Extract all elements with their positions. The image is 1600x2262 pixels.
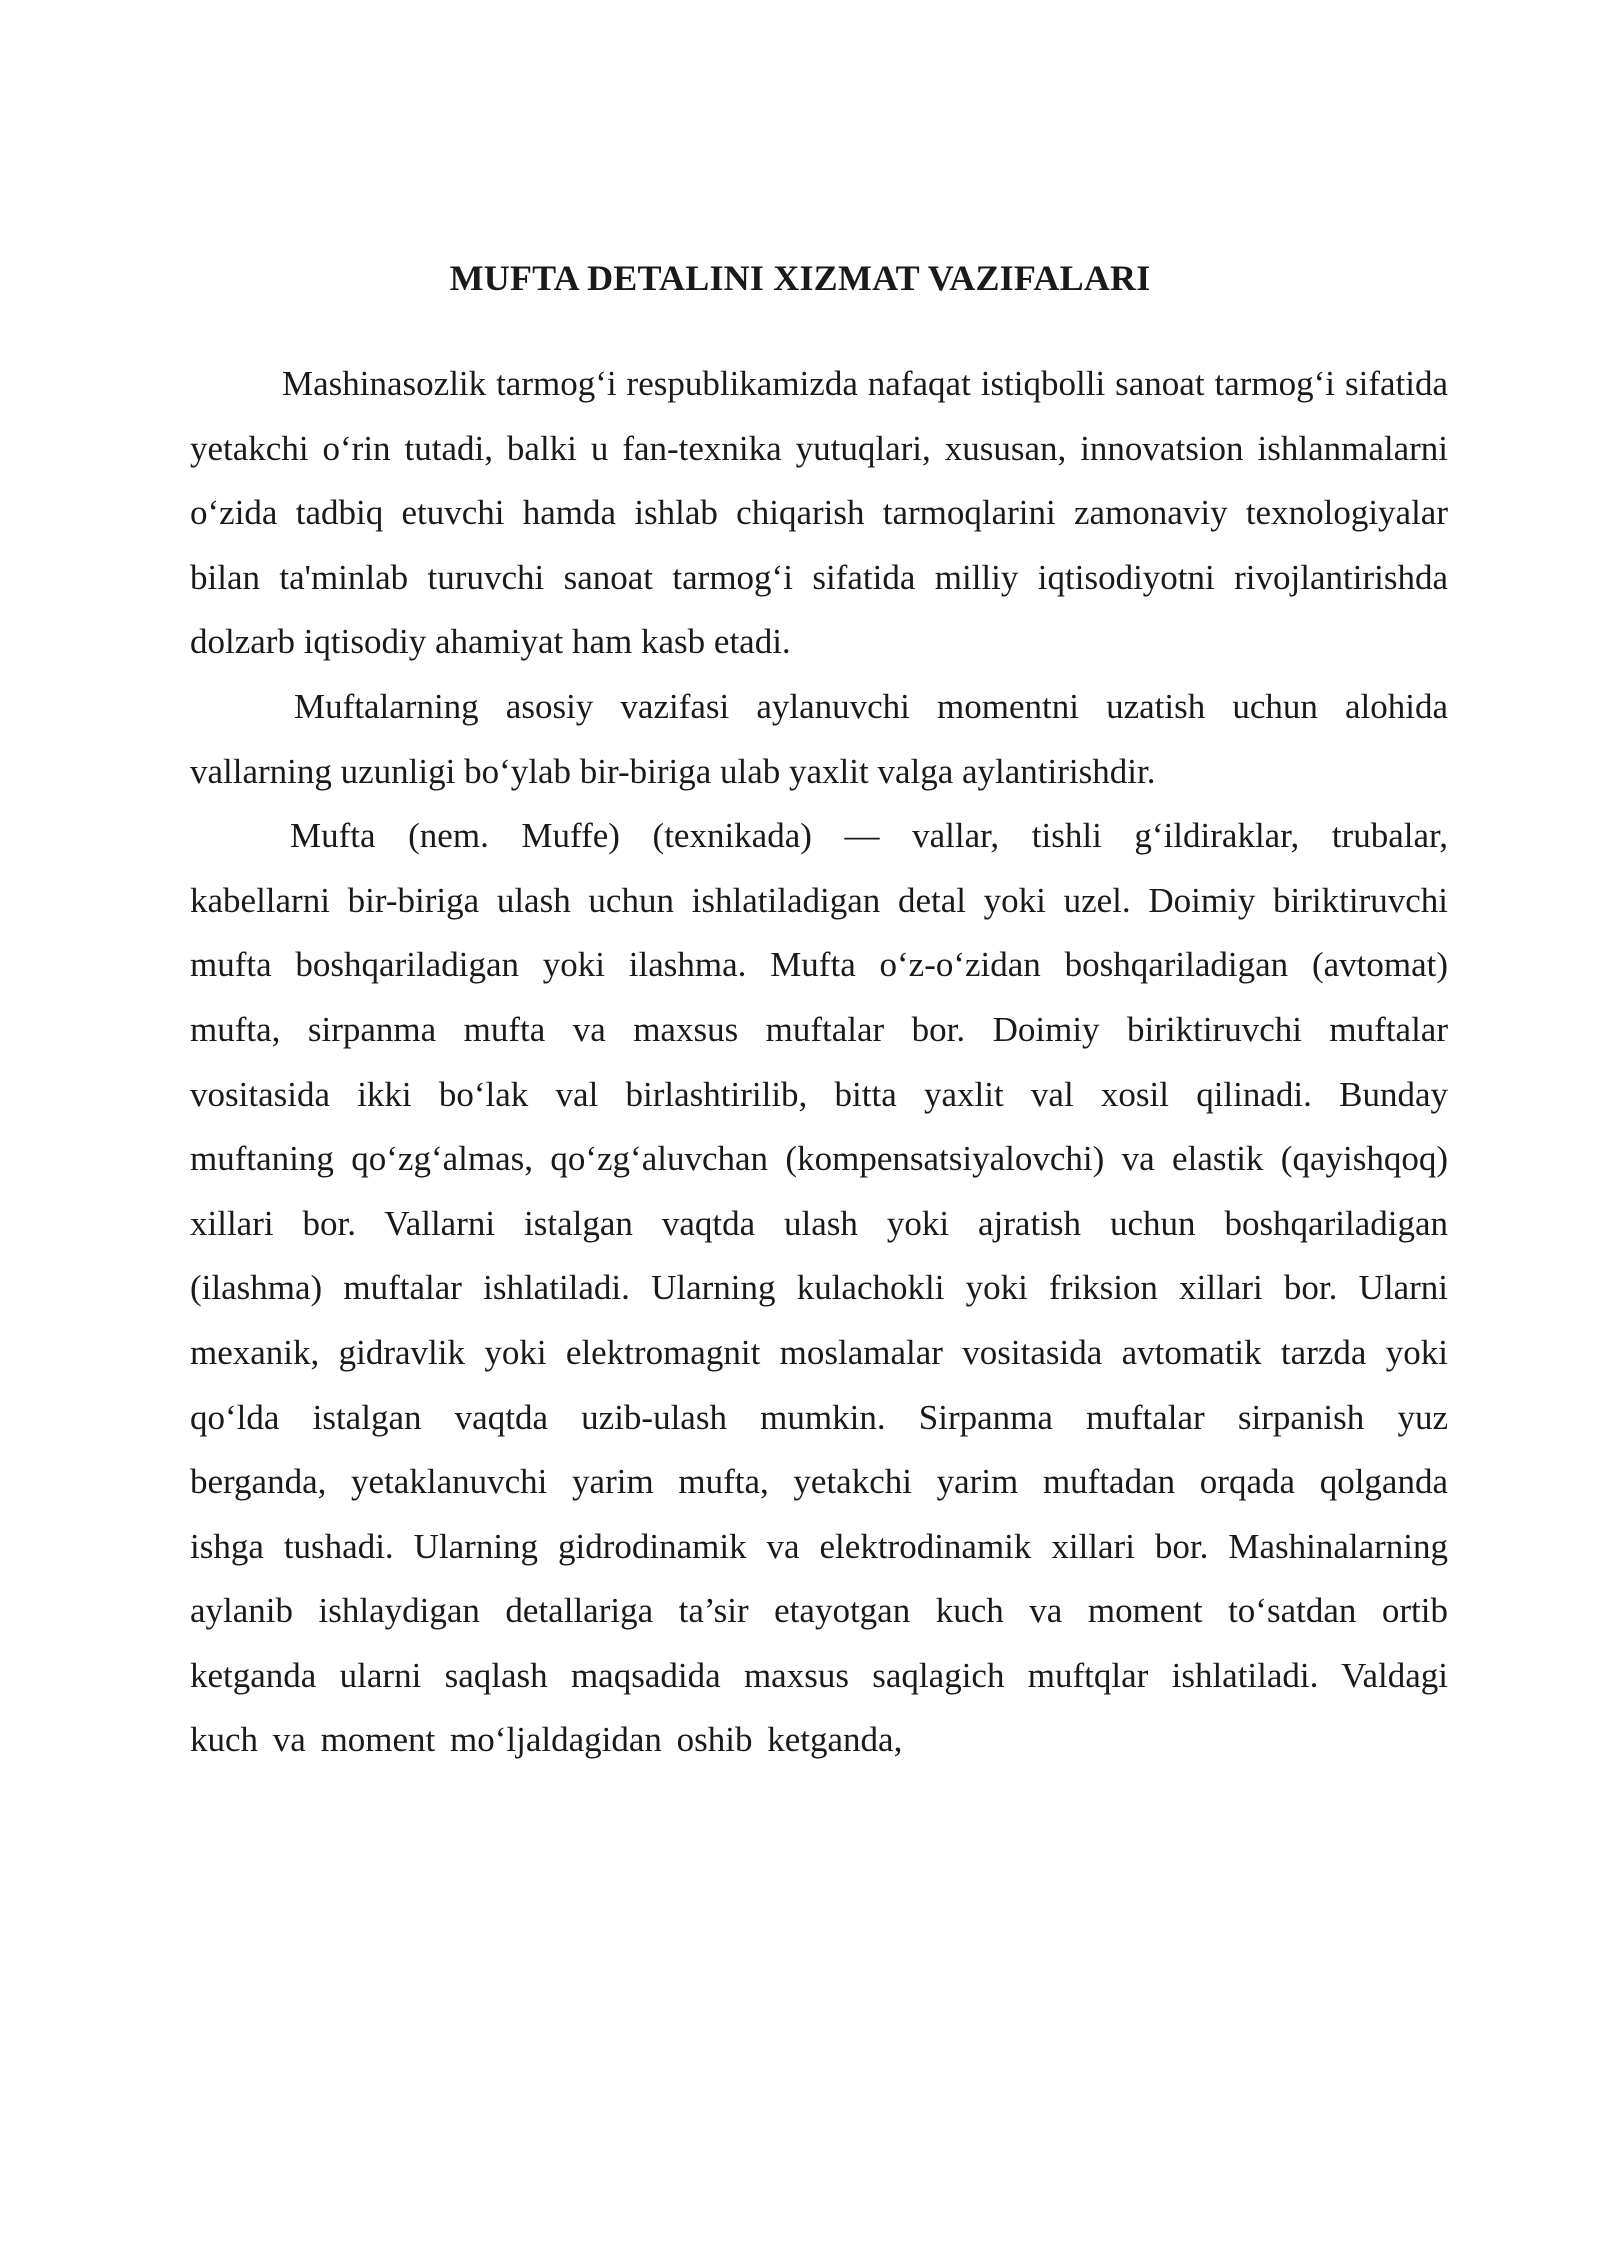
paragraph-mashinasozlik: Mashinasozlik tarmog‘i respublikamizda nafaqat istiqbolli sanoat tarmog‘i sifatida yetakchi o‘rin tutadi, balki u fan-texnika yutuqlari, xususan, innovatsion ishlanmalarni o‘zida tadbiq etuvchi hamda ishlab chiqarish tarmoqlarini zamonaviy texnologiyalar bilan ta'minlab turuvchi sanoat tarmog‘i sifatida milliy iqtisodiyotni rivojlantirishda dolzarb iqtisodiy ahamiyat ham kasb etadi.	[190, 364, 1448, 662]
document-body	[190, 352, 1448, 1773]
paragraph-muftalarning-vazifasi: Muftalarning asosiy vazifasi aylanuvchi momentni uzatish uchun alohida vallarning uzunligi bo‘ylab bir-biriga ulab yaxlit valga aylantirishdir.	[190, 686, 1448, 791]
document-title: MUFTA DETALINI XIZMAT VAZIFALARI	[449, 258, 1151, 299]
paragraph-mufta-definition: Mufta (nem. Muffe) (texnikada) — vallar, tishli g‘ildiraklar, trubalar, kabellarni bir-biriga ulash uchun ishlatiladigan detal yoki uzel. Doimiy biriktiruvchi mufta boshqariladigan yoki ilashma. Mufta o‘z-o‘zidan boshqariladigan (avtomat) mufta, sirpanma mufta va maxsus muftalar bor. Doimiy biriktiruvchi muftalar vositasida ikki bo‘lak val birlashtirilib, bitta yaxlit val xosil qilinadi. Bunday muftaning qo‘zg‘almas, qo‘zg‘aluvchan (kompensatsiyalovchi) va elastik (qayishqoq) xillari bor. Vallarni istalgan vaqtda ulash yoki ajratish uchun boshqariladigan (ilashma) muftalar ishlatiladi. Ularning kulachokli yoki friksion xillari bor. Ularni mexanik, gidravlik yoki elektromagnit moslamalar vositasida avtomatik tarzda yoki qo‘lda istalgan vaqtda uzib-ulash mumkin. Sirpanma muftalar sirpanish yuz berganda, yetaklanuvchi yarim mufta, yetakchi yarim muftadan orqada qolganda ishga tushadi. Ularning gidrodinamik va elektrodinamik xillari bor. Mashinalarning aylanib ishlaydigan detallariga ta’sir etayotgan kuch va moment to‘satdan ortib ketganda ularni saqlash maqsadida maxsus saqlagich muftqlar ishlatiladi. Valdagi kuch va moment mo‘ljaldagidan oshib ketganda,	[190, 816, 1448, 1760]
